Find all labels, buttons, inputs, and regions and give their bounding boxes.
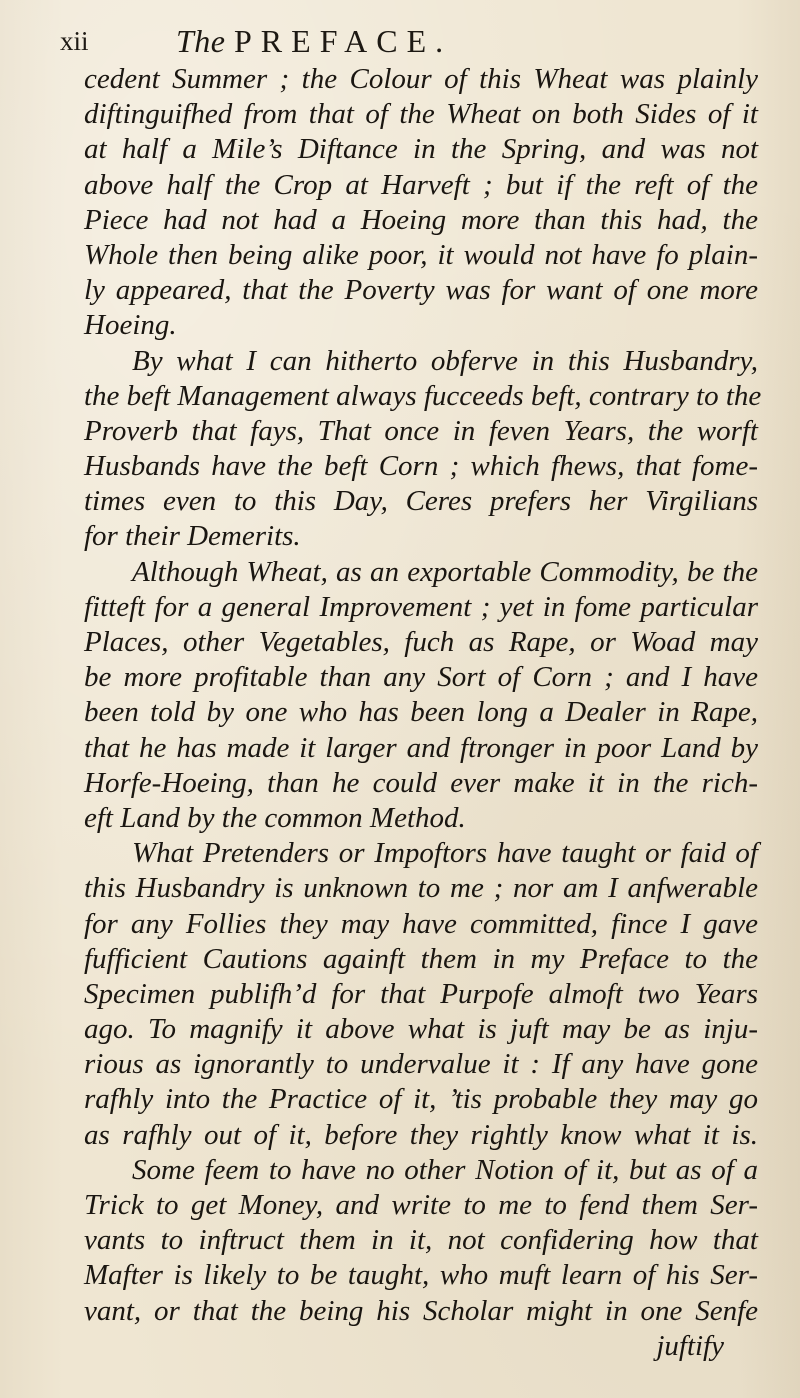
running-title-caps: PREFACE. bbox=[234, 23, 453, 59]
text-line: eft Land by the common Method. bbox=[84, 801, 466, 834]
text-line: at half a Mile’s Diftance in the Spring, and was not bbox=[84, 133, 758, 166]
text-line: Proverb that fays, That once in feven Years, the worft bbox=[84, 414, 758, 447]
text-line: Places, other Vegetables, fuch as Rape, or Woad may bbox=[84, 626, 758, 658]
text-line: Husbands have the beft Corn ; which fhews, that fome- bbox=[84, 450, 758, 483]
text-line: Specimen publifh’d for that Purpofe almoft two Years bbox=[84, 977, 758, 1010]
text-line: times even to this Day, Ceres prefers her Virgilians bbox=[84, 485, 758, 518]
text-line: be more profitable than any Sort of Corn ; and I have bbox=[84, 661, 758, 694]
text-line: ly appeared, that the Poverty was for want of one more bbox=[84, 274, 758, 307]
text-line: Some feem to have no other Notion of it, but as of a bbox=[132, 1153, 758, 1186]
text-line: vants to inftruct them in it, not confidering how that bbox=[84, 1224, 758, 1257]
text-line: Whole then being alike poor, it would not have fo plain- bbox=[84, 238, 758, 271]
text-line: Mafter is likely to be taught, who muft learn of his Ser- bbox=[84, 1259, 758, 1292]
text-line: above half the Crop at Harveft ; but if the reft of the bbox=[84, 168, 758, 201]
text-line: as rafhly out of it, before they rightly know what it is. bbox=[84, 1118, 758, 1151]
text-line: fitteft for a general Improvement ; yet in fome particular bbox=[84, 590, 758, 623]
text-line: that he has made it larger and ftronger in poor Land by bbox=[84, 731, 758, 764]
page-number: xii bbox=[60, 26, 89, 56]
text-line: Piece had not had a Hoeing more than this had, the bbox=[84, 203, 758, 236]
running-head bbox=[60, 20, 758, 62]
text-line: Trick to get Money, and write to me to fend them Ser- bbox=[84, 1189, 758, 1221]
text-line: vant, or that the being his Scholar might in one Senfe bbox=[84, 1294, 758, 1327]
catchword: juftify bbox=[656, 1329, 724, 1362]
text-line: diftinguifhed from that of the Wheat on both Sides of it bbox=[84, 98, 758, 131]
text-line: rafhly into the Practice of it, ’tis probable they may go bbox=[84, 1083, 758, 1116]
text-line: the beft Management always fucceeds beft, contrary to the bbox=[84, 379, 762, 412]
text-line: Hoeing. bbox=[84, 309, 177, 342]
running-title-lead: The bbox=[176, 23, 226, 59]
text-line: What Pretenders or Impoftors have taught or faid of bbox=[132, 837, 758, 870]
text-line: Horfe-Hoeing, than he could ever make it in the rich- bbox=[84, 766, 758, 799]
preface-text bbox=[84, 62, 762, 1329]
text-line: for any Follies they may have committed, fince I gave bbox=[84, 907, 758, 940]
text-line: fufficient Cautions againft them in my Preface to the bbox=[84, 942, 758, 975]
text-line: ago. To magnify it above what is juft may be as inju- bbox=[84, 1013, 758, 1046]
text-line: cedent Summer ; the Colour of this Wheat was plainly bbox=[84, 63, 758, 95]
text-line: By what I can hitherto obferve in this Husbandry, bbox=[132, 344, 758, 377]
text-line: this Husbandry is unknown to me ; nor am I anfwerable bbox=[84, 872, 758, 905]
running-title bbox=[176, 20, 452, 62]
text-line: for their Demerits. bbox=[84, 520, 301, 553]
text-line: been told by one who has been long a Dealer in Rape, bbox=[84, 696, 758, 729]
text-line: Although Wheat, as an exportable Commodity, be the bbox=[132, 555, 758, 588]
text-line: rious as ignorantly to undervalue it : If any have gone bbox=[84, 1048, 758, 1081]
